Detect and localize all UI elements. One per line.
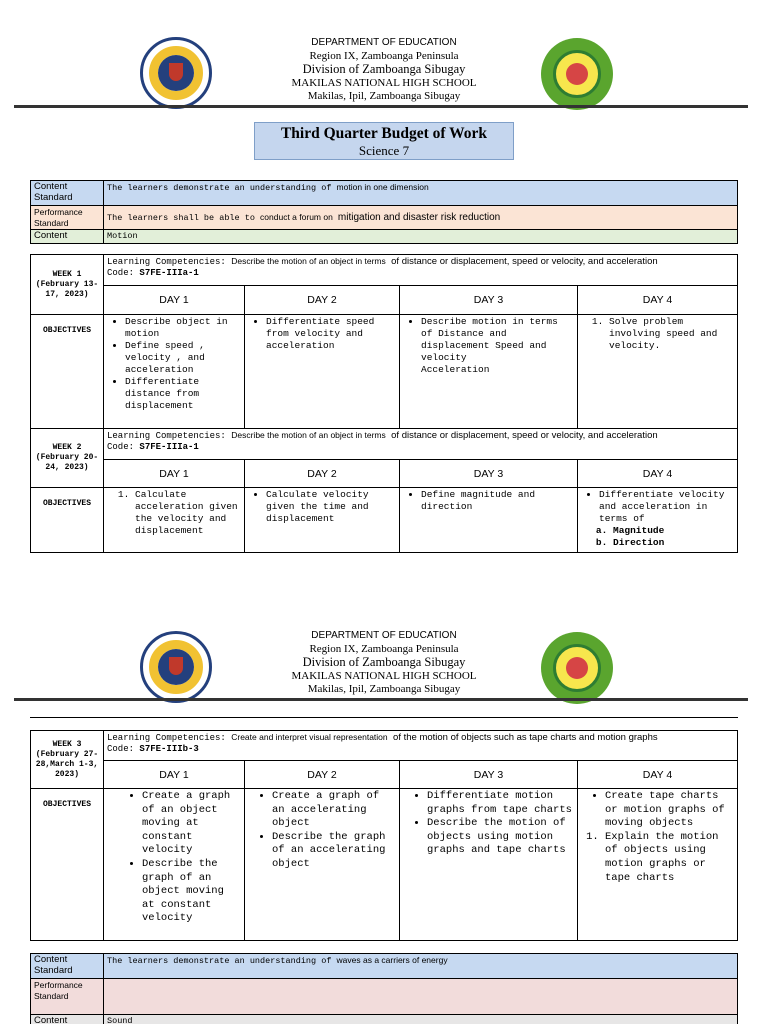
weekly-plan-table-2 — [30, 730, 738, 941]
header-divider — [14, 105, 748, 108]
letterhead-top — [0, 0, 768, 110]
week-2-label: WEEK 2 (February 20-24, 2023) — [31, 429, 104, 488]
week-3-label: WEEK 3 (February 27-28,March 1-3, 2023) — [31, 731, 104, 789]
week-3-competency-row — [31, 731, 738, 761]
list-item: • Describe the graph of an object moving at constant velocity — [142, 858, 241, 926]
content-value: Motion — [104, 230, 738, 244]
deped-seal-icon — [140, 37, 212, 109]
content-standard-row — [31, 954, 738, 979]
department-name: DEPARTMENT OF EDUCATION — [311, 630, 457, 641]
performance-standard-row — [31, 206, 738, 230]
list-item: • Create a graph of an accelerating object — [272, 790, 396, 831]
section-divider — [30, 717, 738, 718]
standards-table-motion — [30, 180, 738, 244]
standards-table-waves — [30, 953, 738, 1024]
performance-standard-value: The learners shall be able to conduct a forum on mitigation and disaster risk reduction — [104, 206, 738, 230]
week-2-day-3-objectives — [400, 488, 578, 553]
list-item: • Differentiate velocity and acceleration in terms of — [599, 489, 734, 525]
list-item: • Differentiate speed from velocity and acceleration — [266, 316, 396, 352]
content-label: Content — [31, 1015, 104, 1024]
document-title-box — [254, 122, 514, 160]
list-item: • Define speed , velocity , and acceleration — [125, 340, 241, 376]
letterhead-text — [230, 36, 538, 104]
list-item: • Describe the graph of an accelerating object — [272, 831, 396, 872]
list-item: b. Direction — [613, 537, 734, 549]
content-standard-label: Content Standard — [31, 954, 104, 979]
list-item: • Define magnitude and direction — [421, 489, 574, 513]
performance-standard-label: Performance Standard — [31, 206, 104, 230]
content-standard-row — [31, 181, 738, 206]
content-standard-value: The learners demonstrate an understanding of motion in one dimension — [104, 181, 738, 206]
week-1-day-3-header: DAY 3 — [400, 286, 578, 315]
week-3-objectives-label: OBJECTIVES — [31, 789, 104, 941]
list-item: 1. Solve problem involving speed and velocity. — [609, 316, 734, 352]
week-1-day-2-objectives — [245, 315, 400, 429]
week-3-competency: Learning Competencies: Create and interpret visual representation of the motion of objects such as tape charts and motion graphs Code: S7FE-IIIb-3 — [104, 731, 738, 761]
week-2-day-4-header: DAY 4 — [578, 460, 738, 488]
list-item: 1. Calculate acceleration given the velocity and displacement — [135, 489, 241, 537]
week-2-competency-row — [31, 429, 738, 460]
list-item: • Describe the motion of objects using motion graphs and tape charts — [427, 817, 574, 858]
week-3-day-1-objectives — [104, 789, 245, 941]
letterhead-text — [230, 629, 538, 697]
week-1-objectives-label: OBJECTIVES — [31, 315, 104, 429]
week-3-day-4-objectives — [578, 789, 738, 941]
week-1-day-3-extra: Acceleration — [421, 364, 490, 375]
division-name: Division of Zamboanga Sibugay — [302, 655, 466, 669]
week-3-day-3-header: DAY 3 — [400, 761, 578, 789]
school-address: Makilas, Ipil, Zamboanga Sibugay — [307, 683, 461, 695]
list-item: • Describe object in motion — [125, 316, 241, 340]
week-1-day-4-objectives — [578, 315, 738, 429]
list-item: • Differentiate motion graphs from tape charts — [427, 790, 574, 817]
week-2-day-2-header: DAY 2 — [245, 460, 400, 488]
school-seal-icon — [541, 632, 613, 704]
region-name: Region IX, Zamboanga Peninsula — [309, 49, 459, 62]
document-subtitle: Science 7 — [358, 143, 410, 158]
weekly-plan-table-1 — [30, 254, 738, 553]
letterhead-page-2 — [0, 594, 768, 704]
week-3-day-4-header: DAY 4 — [578, 761, 738, 789]
week-2-objectives-label: OBJECTIVES — [31, 488, 104, 553]
school-seal-icon — [541, 38, 613, 110]
performance-standard-label: Performance Standard — [31, 979, 104, 1015]
week-3-day-header-row — [31, 761, 738, 789]
week-3-day-1-header: DAY 1 — [104, 761, 245, 789]
content-row — [31, 1015, 738, 1024]
content-value: Sound — [104, 1015, 738, 1024]
list-item: • Create tape charts or motion graphs of moving objects — [605, 790, 734, 831]
week-1-day-header-row — [31, 286, 738, 315]
performance-standard-value — [104, 979, 738, 1015]
region-name: Region IX, Zamboanga Peninsula — [309, 642, 459, 655]
content-standard-value: The learners demonstrate an understanding of waves as a carriers of energy — [104, 954, 738, 979]
list-item: • Calculate velocity given the time and displacement — [266, 489, 396, 525]
week-1-competency-row — [31, 255, 738, 286]
week-1-objectives-row — [31, 315, 738, 429]
school-name: MAKILAS NATIONAL HIGH SCHOOL — [291, 76, 477, 89]
week-3-day-2-objectives — [245, 789, 400, 941]
week-1-day-1-objectives — [104, 315, 245, 429]
week-1-day-3-objectives — [400, 315, 578, 429]
list-item: • Describe motion in terms of Distance and displacement Speed and velocity — [421, 316, 574, 364]
list-item: • Differentiate distance from displacement — [125, 376, 241, 412]
week-2-objectives-row — [31, 488, 738, 553]
week-2-day-1-objectives — [104, 488, 245, 553]
week-1-competency: Learning Competencies: Describe the motion of an object in terms of distance or displacement, speed or velocity, and acceleration Code: S7FE-IIIa-1 — [104, 255, 738, 286]
school-name: MAKILAS NATIONAL HIGH SCHOOL — [291, 669, 477, 682]
week-1-day-4-header: DAY 4 — [578, 286, 738, 315]
division-name: Division of Zamboanga Sibugay — [302, 62, 466, 76]
list-item: a. Magnitude — [613, 525, 734, 537]
list-item: • Create a graph of an object moving at constant velocity — [142, 790, 241, 858]
week-2-day-4-objectives — [578, 488, 738, 553]
week-1-label: WEEK 1 (February 13-17, 2023) — [31, 255, 104, 315]
week-3-day-2-header: DAY 2 — [245, 761, 400, 789]
deped-seal-icon — [140, 631, 212, 703]
week-2-day-3-header: DAY 3 — [400, 460, 578, 488]
week-2-day-header-row — [31, 460, 738, 488]
week-2-day-2-objectives — [245, 488, 400, 553]
week-3-objectives-row — [31, 789, 738, 941]
list-item: 1. Explain the motion of objects using motion graphs or tape charts — [605, 831, 734, 885]
week-1-day-1-header: DAY 1 — [104, 286, 245, 315]
week-2-day-1-header: DAY 1 — [104, 460, 245, 488]
week-2-competency: Learning Competencies: Describe the motion of an object in terms of distance or displacement, speed or velocity, and acceleration Code: S7FE-IIIa-1 — [104, 429, 738, 460]
week-1-day-2-header: DAY 2 — [245, 286, 400, 315]
document-title: Third Quarter Budget of Work — [280, 125, 488, 142]
content-label: Content — [31, 230, 104, 244]
content-standard-label: Content Standard — [31, 181, 104, 206]
content-row — [31, 230, 738, 244]
header-divider — [14, 698, 748, 701]
department-name: DEPARTMENT OF EDUCATION — [311, 37, 457, 48]
performance-standard-row — [31, 979, 738, 1015]
week-3-day-3-objectives — [400, 789, 578, 941]
school-address: Makilas, Ipil, Zamboanga Sibugay — [307, 90, 461, 102]
